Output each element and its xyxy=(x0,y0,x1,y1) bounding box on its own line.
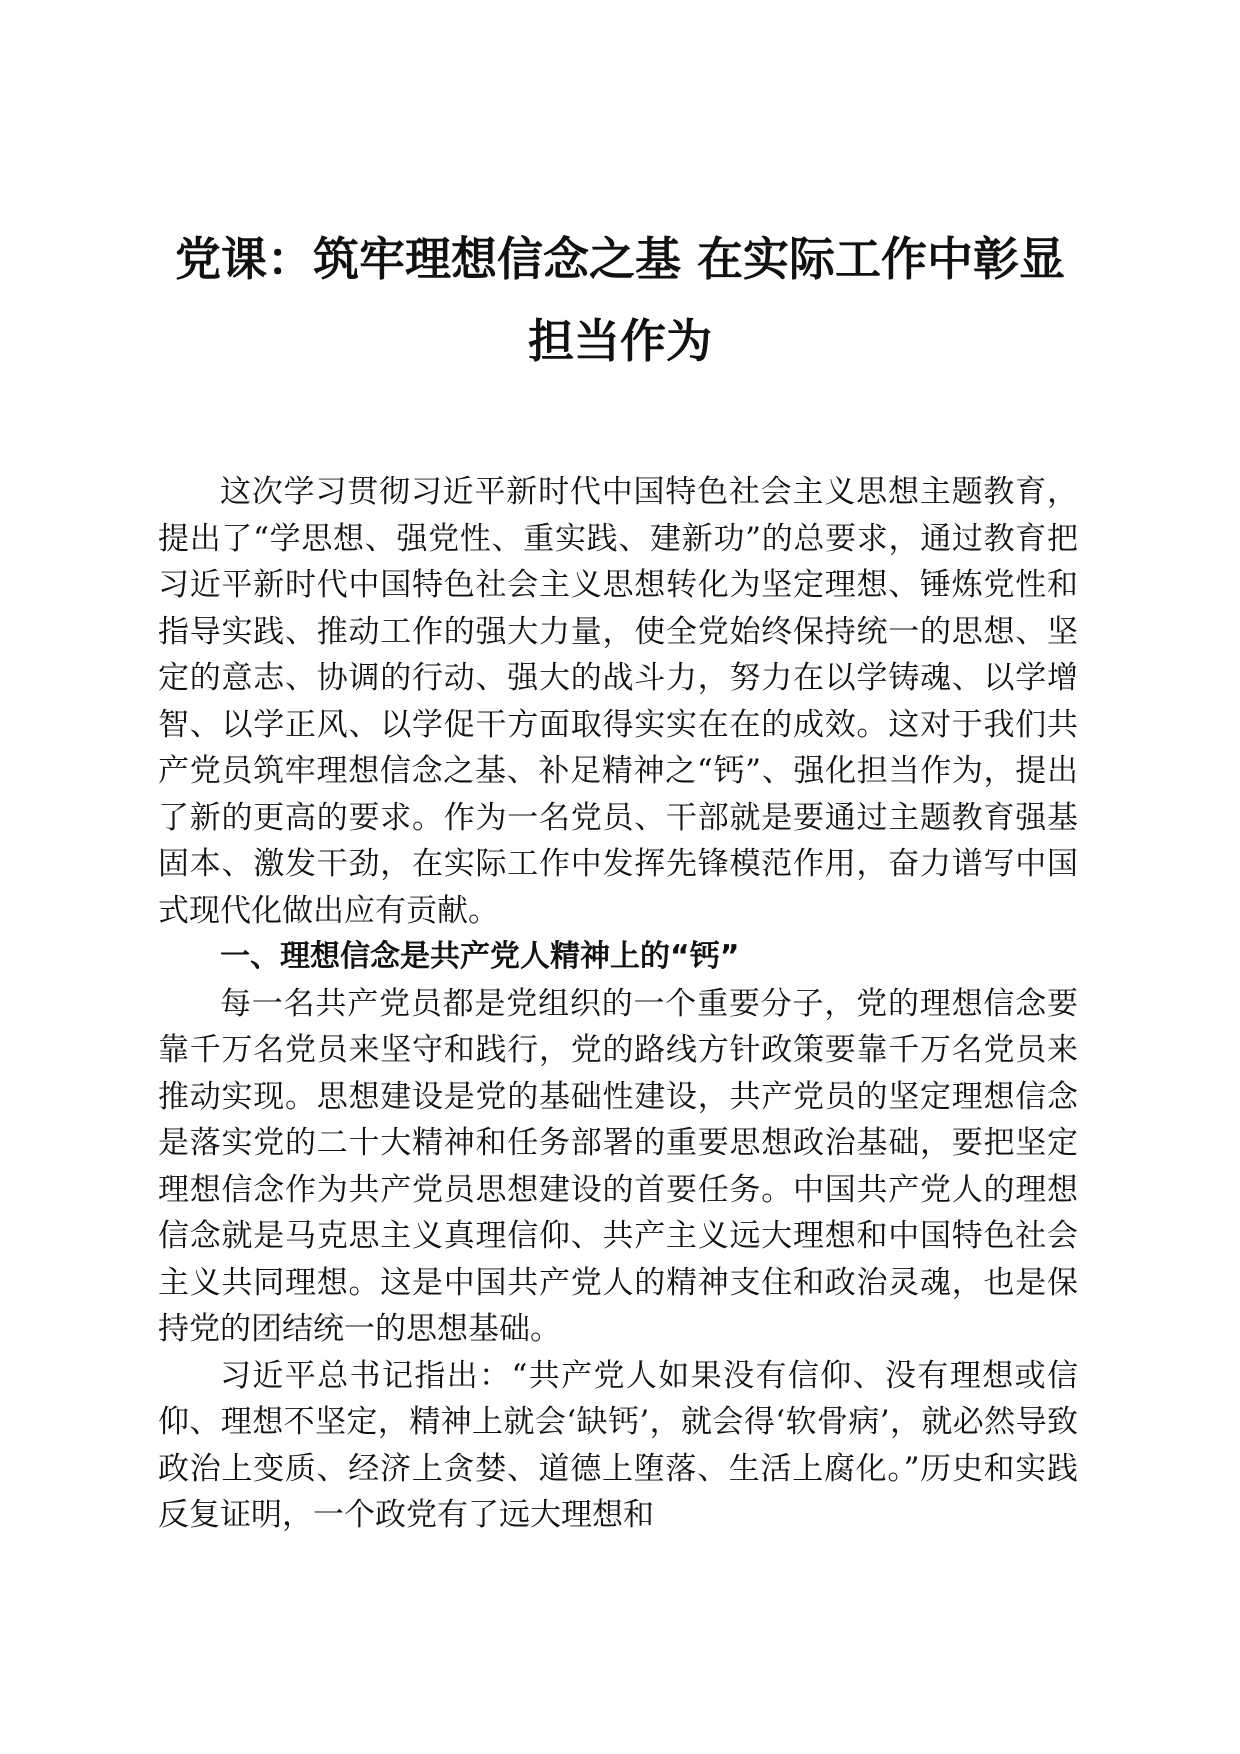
title-line-2: 担当作为 xyxy=(528,314,712,368)
intro-paragraph: 这次学习贯彻习近平新时代中国特色社会主义思想主题教育，提出了“学思想、强党性、重实践、建新功”的总要求，通过教育把习近平新时代中国特色社会主义思想转化为坚定理想、锤炼党性和指导实践、推动工作的强大力量，使全党始终保持统一的思想、坚定的意志、协调的行动、强大的战斗力，努力在以学铸魂、以学增智、以学正风、以学促干方面取得实实在在的成效。这对于我们共产党员筑牢理想信念之基、补足精神之“钙”、强化担当作为，提出了新的更高的要求。作为一名党员、干部就是要通过主题教育强基固本、激发干劲，在实际工作中发挥先锋模范作用，奋力谱写中国式现代化做出应有贡献。 xyxy=(158,474,1078,929)
title-line-1: 党课：筑牢理想信念之基 在实际工作中彰显 xyxy=(174,232,1065,286)
section-heading-1: 一、理想信念是共产党人精神上的“钙” xyxy=(220,939,740,974)
section-1-paragraph-2: 习近平总书记指出：“共产党人如果没有信仰、没有理想或信仰、理想不坚定，精神上就会‘缺钙’，就会得‘软骨病’，就必然导致政治上变质、经济上贪婪、道德上堕落、生活上腐化。”历史和实践反复证明，一个政党有了远大理想和 xyxy=(158,1357,1078,1533)
section-1-paragraph-1: 每一名共产党员都是党组织的一个重要分子，党的理想信念要靠千万名党员来坚守和践行，党的路线方针政策要靠千万名党员来推动实现。思想建设是党的基础性建设，共产党员的坚定理想信念是落实党的二十大精神和任务部署的重要思想政治基础，要把坚定理想信念作为共产党员思想建设的首要任务。中国共产党人的理想信念就是马克思主义真理信仰、共产主义远大理想和中国特色社会主义共同理想。这是中国共产党人的精神支住和政治灵魂，也是保持党的团结统一的思想基础。 xyxy=(158,985,1078,1347)
document-body xyxy=(158,469,1078,1539)
document-title xyxy=(140,218,1100,382)
